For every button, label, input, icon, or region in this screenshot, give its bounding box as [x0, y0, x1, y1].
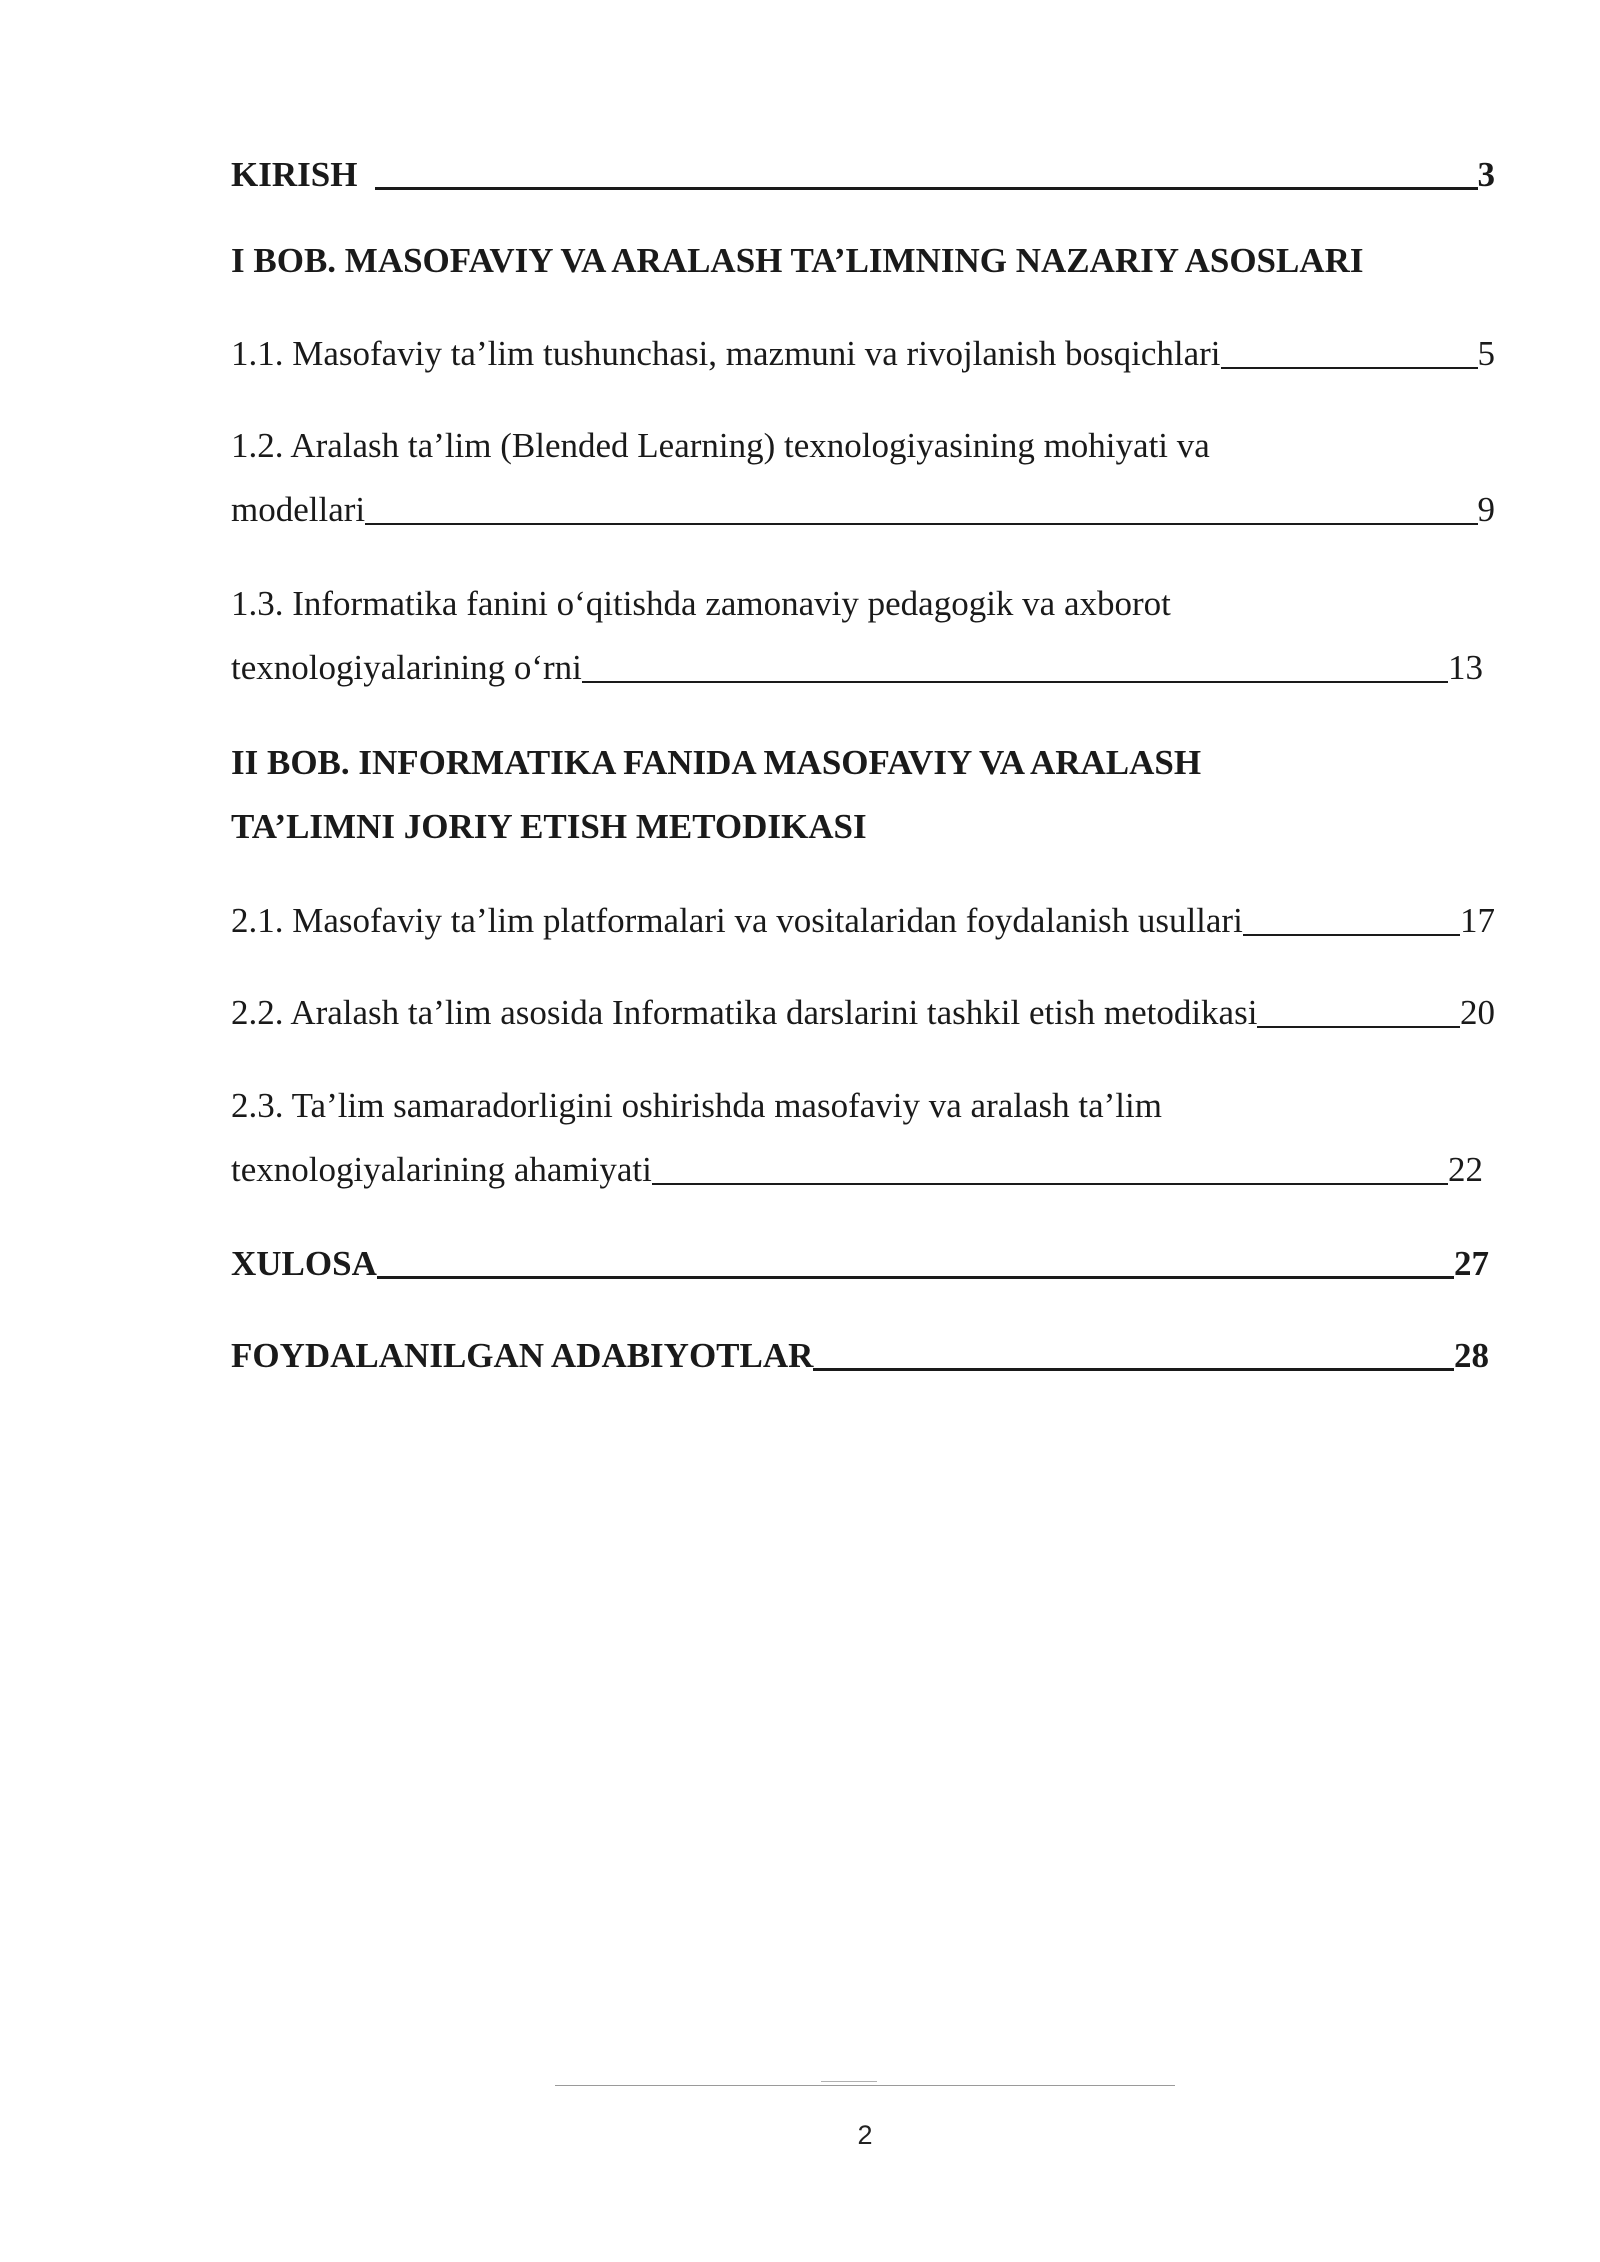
toc-entry-title-line2: modellari	[231, 490, 366, 529]
table-of-contents	[231, 0, 1495, 2262]
toc-entry-title: 1.1. Masofaviy ta’lim tushunchasi, mazmuni va rivojlanish bosqichlari	[231, 334, 1221, 373]
toc-page-number: 5	[1477, 334, 1495, 373]
dot-leader	[582, 681, 1448, 683]
toc-chapter-1-heading[interactable]	[231, 241, 1495, 281]
toc-entry-xulosa[interactable]	[231, 1244, 1489, 1284]
toc-entry-title-line1: 1.2. Aralash ta’lim (Blended Learning) texnologiyasining mohiyati va	[231, 426, 1210, 465]
toc-page-number: 3	[1477, 155, 1495, 194]
toc-chapter-2-heading[interactable]	[231, 743, 1495, 847]
dot-leader	[377, 1276, 1454, 1279]
toc-page-number: 22	[1448, 1150, 1483, 1189]
toc-page-number: 27	[1454, 1244, 1489, 1283]
toc-entry-title-line2: texnologiyalarining o‘rni	[231, 648, 582, 687]
toc-entry-kirish[interactable]	[231, 155, 1495, 195]
toc-entry-2-3[interactable]	[231, 1086, 1495, 1190]
footer-divider	[555, 2085, 1175, 2086]
toc-entry-adabiyotlar[interactable]	[231, 1336, 1489, 1376]
toc-entry-2-2[interactable]	[231, 993, 1495, 1033]
dot-leader	[375, 187, 1477, 190]
toc-entry-1-1[interactable]	[231, 334, 1495, 374]
toc-entry-2-1[interactable]	[231, 901, 1495, 941]
dot-leader	[652, 1183, 1448, 1185]
toc-page-number: 17	[1460, 901, 1495, 940]
toc-entry-title: 2.1. Masofaviy ta’lim platformalari va vositalaridan foydalanish usullari	[231, 901, 1243, 940]
toc-entry-title-line1: 1.3. Informatika fanini o‘qitishda zamonaviy pedagogik va axborot	[231, 584, 1171, 623]
toc-entry-title-line2: texnologiyalarining ahamiyati	[231, 1150, 652, 1189]
toc-page-number: 13	[1448, 648, 1483, 687]
page-number: 2	[857, 2120, 873, 2150]
toc-page-number: 9	[1477, 490, 1495, 529]
toc-entry-title: FOYDALANILGAN ADABIYOTLAR	[231, 1336, 814, 1375]
dot-leader	[813, 1368, 1454, 1371]
toc-page-number: 28	[1454, 1336, 1489, 1375]
toc-entry-title: KIRISH	[231, 155, 358, 194]
dot-leader	[1257, 1026, 1460, 1028]
toc-chapter-title: I BOB. MASOFAVIY VA ARALASH TA’LIMNING NAZARIY ASOSLARI	[231, 241, 1364, 280]
dot-leader	[1243, 934, 1460, 936]
toc-entry-title-line1: 2.3. Ta’lim samaradorligini oshirishda masofaviy va aralash ta’lim	[231, 1086, 1162, 1125]
dot-leader	[365, 523, 1477, 525]
dot-leader	[1221, 367, 1478, 369]
toc-entry-1-2[interactable]	[231, 426, 1495, 530]
toc-chapter-title-line2: TA’LIMNI JORIY ETISH METODIKASI	[231, 807, 867, 846]
toc-entry-title: 2.2. Aralash ta’lim asosida Informatika darslarini tashkil etish metodikasi	[231, 993, 1258, 1032]
toc-chapter-title-line1: II BOB. INFORMATIKA FANIDA MASOFAVIY VA ARALASH	[231, 743, 1202, 782]
toc-entry-1-3[interactable]	[231, 584, 1495, 688]
toc-page-number: 20	[1460, 993, 1495, 1032]
toc-entry-title: XULOSA	[231, 1244, 377, 1283]
